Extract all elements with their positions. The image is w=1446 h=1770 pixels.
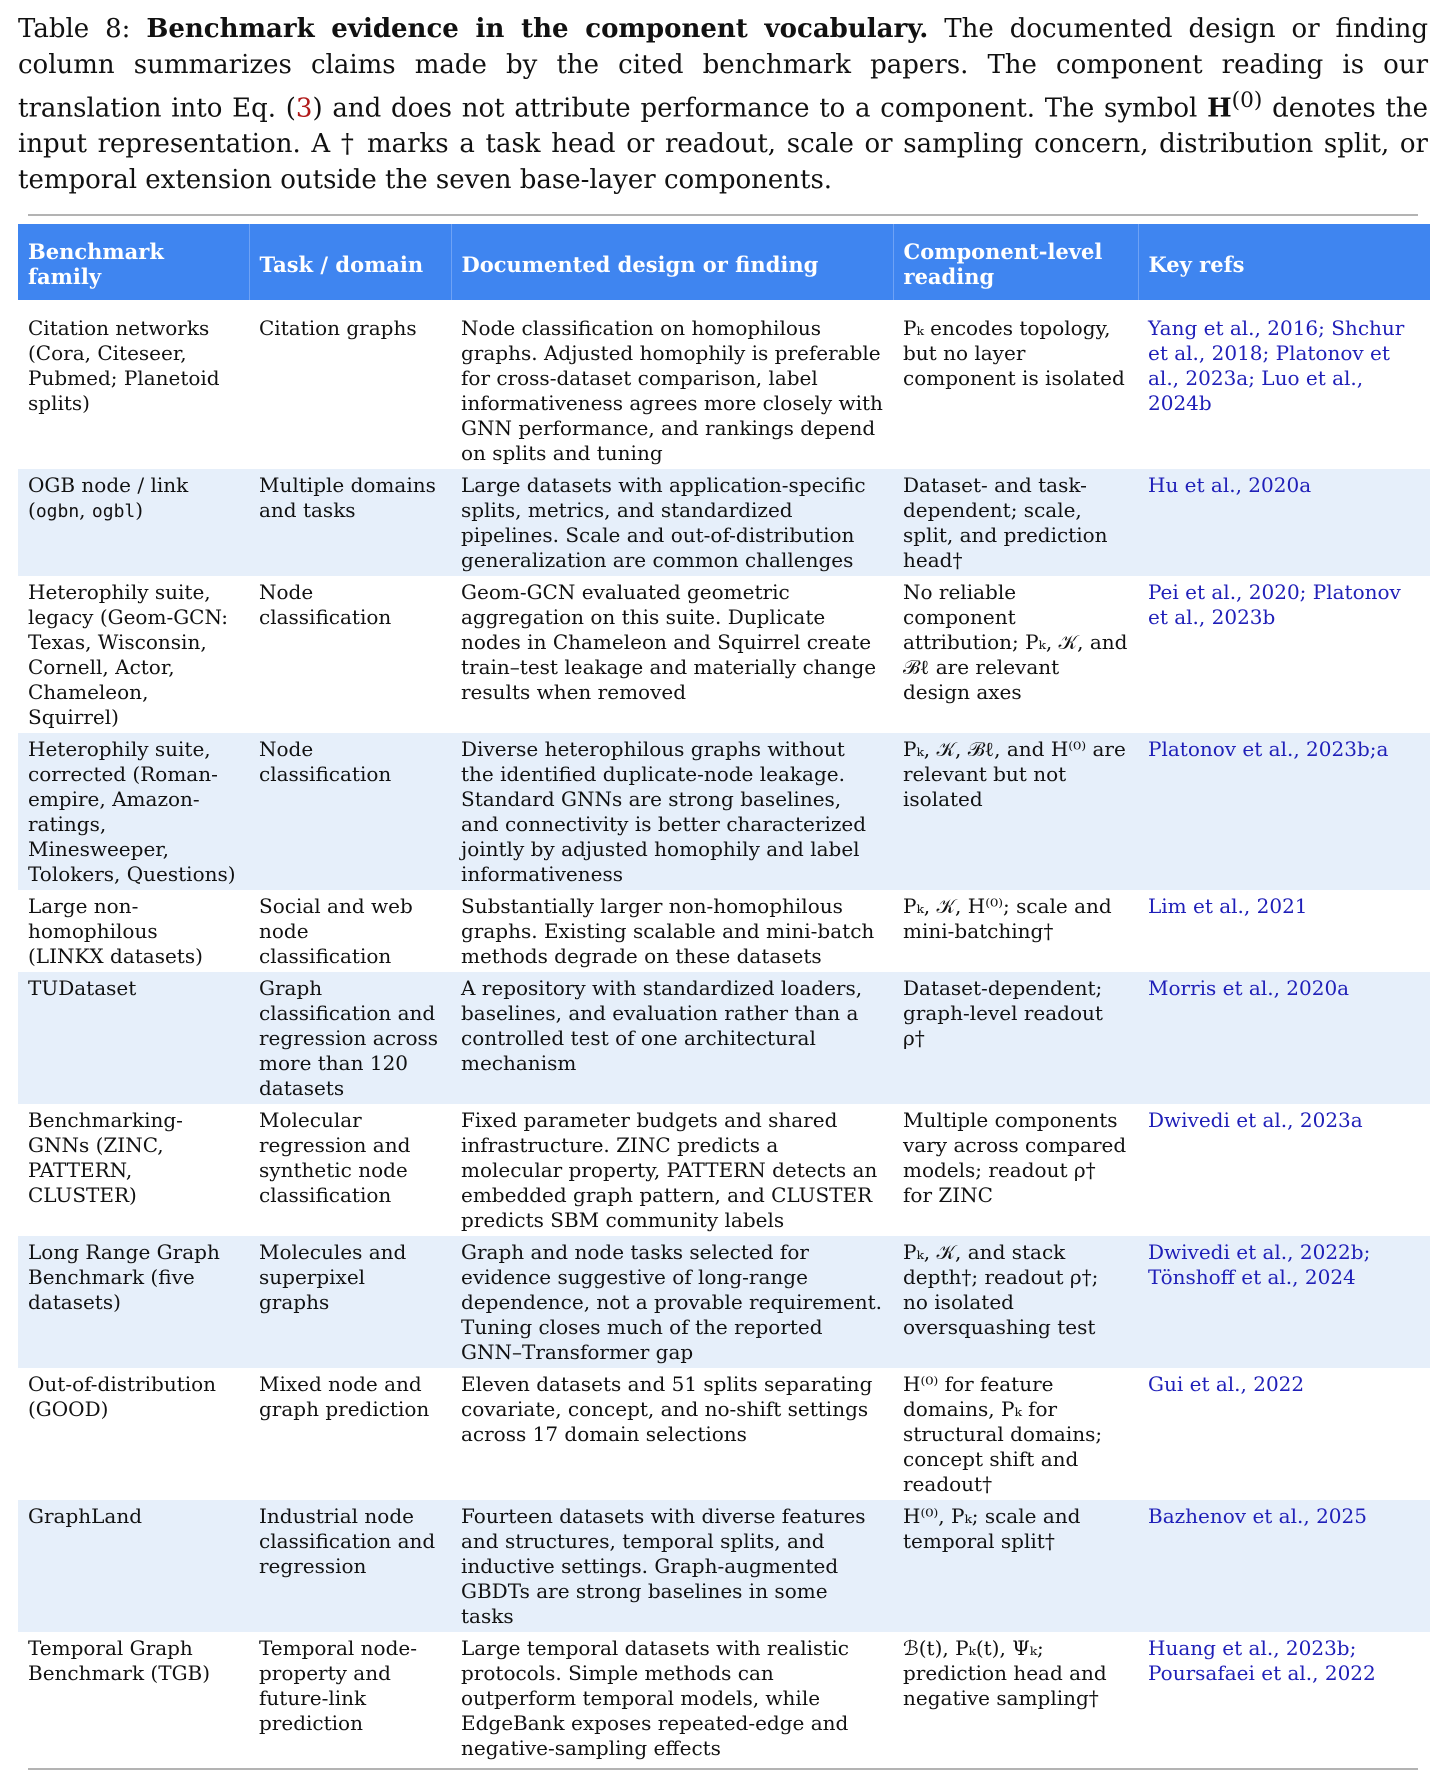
cell-reading: Pₖ, 𝒦, H⁽⁰⁾; scale and mini-batching† [903,894,1112,944]
header-key-refs: Key refs [1148,251,1245,277]
caption-label: Table 8: [18,14,147,44]
cell-refs[interactable]: Yang et al., 2016; Shchur et al., 2018; Platonov et al., 2023a; Luo et al., 2024b [1148,316,1405,416]
cell-finding: Graph and node tasks selected for evidence suggestive of long-range dependence, not a provable requirement. Tuning closes much of the reported GNN–Transformer gap [461,1240,882,1365]
cell-task: Social and web node classification [259,894,413,969]
caption-text-3: denotes the input representation. A † marks a task head or readout, scale or sampling concern, distribution split, or temporal extension outside the seven base-layer components. [18,93,1429,195]
cell-finding: Substantially larger non-homophilous graphs. Existing scalable and mini-batch methods degrade on these datasets [461,894,875,969]
table-row [18,1236,1430,1368]
cell-refs[interactable]: Dwivedi et al., 2023a [1148,1108,1363,1133]
cell-refs[interactable]: Dwivedi et al., 2022b; Tönshoff et al., 2024 [1148,1240,1371,1290]
cell-family: Out-of-distribution (GOOD) [28,1372,217,1422]
cell-task: Node classification [259,580,392,630]
cell-task: Node classification [259,737,392,787]
table-row [18,733,1430,890]
cell-finding: Fourteen datasets with diverse features and structures, temporal splits, and inductive settings. Graph-augmented GBDTs are strong baselines in some tasks [461,1504,866,1629]
cell-task: Molecules and superpixel graphs [259,1240,407,1315]
table-row [18,972,1430,1104]
cell-finding: Large temporal datasets with realistic protocols. Simple methods can outperform temporal models, while EdgeBank exposes repeated-edge and negative-sampling effects [461,1636,849,1761]
symbol-h-sup: (0) [1231,88,1263,113]
table-header-row [18,224,1430,300]
cell-refs[interactable]: Platonov et al., 2023b;a [1148,737,1389,762]
cell-family: Heterophily suite, corrected (Roman-empire, Amazon-ratings, Minesweeper, Tolokers, Questions) [28,737,236,887]
family-code-ogbn: ogbn [35,501,80,523]
cell-reading: H⁽⁰⁾ for feature domains, Pₖ for structural domains; concept shift and readout† [903,1372,1103,1497]
header-component-reading: Component-level reading [893,224,1138,300]
table-row [18,890,1430,972]
cell-reading: ℬ(t), Pₖ(t), Ψₖ; prediction head and negative sampling† [903,1636,1107,1711]
equation-link[interactable]: 3 [295,93,313,124]
cell-refs[interactable]: Hu et al., 2020a [1148,473,1312,498]
family-code-ogbl: ogbl [91,501,136,523]
table-caption [18,12,1428,198]
cell-finding: Large datasets with application-specific splits, metrics, and standardized pipelines. Scale and out-of-distribution generalization are common challenges [461,473,866,573]
cell-family: Benchmarking-GNNs (ZINC, PATTERN, CLUSTER) [28,1108,183,1208]
cell-refs[interactable]: Morris et al., 2020a [1148,976,1350,1001]
family-text: OGB node / link ( [28,473,189,523]
cell-task: Citation graphs [259,316,417,341]
header-task-domain: Task / domain [249,224,451,300]
cell-reading: Multiple components vary across compared models; readout ρ† for ZINC [903,1108,1127,1208]
paper-page [18,12,1428,1770]
top-rule [28,214,1418,216]
table-row [18,300,1430,469]
cell-finding: Diverse heterophilous graphs without the identified duplicate-node leakage. Standard GNNs are strong baselines, and connectivity is better characterized jointly by adjusted homophily and label informativeness [461,737,867,887]
cell-refs[interactable]: Lim et al., 2021 [1148,894,1308,919]
cell-finding: Eleven datasets and 51 splits separating covariate, concept, and no-shift settings across 17 domain selections [461,1372,873,1447]
cell-finding: Geom-GCN evaluated geometric aggregation on this suite. Duplicate nodes in Chameleon and Squirrel create train–test leakage and materially change results when removed [461,580,877,705]
cell-task: Temporal node-property and future-link prediction [259,1636,417,1736]
cell-family: Temporal Graph Benchmark (TGB) [28,1636,211,1686]
caption-text-1: The documented design or finding column summarizes claims made by the cited benchmark papers. The component reading is our translation into Eq. ( [18,14,1428,124]
family-text: , [79,498,92,523]
cell-family [18,469,249,576]
cell-refs[interactable]: Gui et al., 2022 [1148,1372,1305,1397]
table-row [18,469,1430,576]
cell-finding: A repository with standardized loaders, baselines, and evaluation rather than a controlled test of one architectural mechanism [461,976,863,1076]
cell-reading: No reliable component attribution; Pₖ, 𝒦, and ℬℓ are relevant design axes [903,580,1128,705]
symbol-h: H [1207,93,1232,124]
caption-text-2: ) and does not attribute performance to a component. The symbol [312,93,1208,124]
cell-family: GraphLand [28,1504,143,1529]
benchmark-table [18,224,1430,1764]
cell-refs[interactable]: Huang et al., 2023b; Poursafaei et al., 2022 [1148,1636,1376,1686]
cell-family: Long Range Graph Benchmark (five datasets) [28,1240,220,1315]
cell-refs[interactable]: Bazhenov et al., 2025 [1148,1504,1367,1529]
cell-task: Molecular regression and synthetic node classification [259,1108,411,1208]
cell-reading: Dataset-dependent; graph-level readout ρ† [903,976,1103,1051]
header-documented-finding: Documented design or finding [451,224,893,300]
cell-finding: Fixed parameter budgets and shared infrastructure. ZINC predicts a molecular property, PATTERN detects an embedded graph pattern, and CLUSTER predicts SBM community labels [461,1108,878,1233]
cell-reading: Pₖ encodes topology, but no layer component is isolated [903,316,1125,391]
table-row [18,1632,1430,1764]
cell-reading: Pₖ, 𝒦, and stack depth†; readout ρ†; no isolated oversquashing test [903,1240,1099,1340]
cell-task: Graph classification and regression across more than 120 datasets [259,976,439,1101]
cell-reading: Dataset- and task-dependent; scale, split, and prediction head† [903,473,1108,573]
table-row [18,576,1430,733]
cell-task: Industrial node classification and regression [259,1504,436,1579]
cell-finding: Node classification on homophilous graphs. Adjusted homophily is preferable for cross-dataset comparison, label informativeness agrees more closely with GNN performance, and rankings depend on splits and tuning [461,316,883,466]
cell-refs[interactable]: Pei et al., 2020; Platonov et al., 2023b [1148,580,1401,630]
cell-family: Large non-homophilous (LINKX datasets) [28,894,203,969]
table-row [18,1368,1430,1500]
cell-family: Citation networks (Cora, Citeseer, Pubmed; Planetoid splits) [28,316,220,416]
family-text: ) [135,498,144,523]
cell-family: TUDataset [28,976,137,1001]
cell-task: Multiple domains and tasks [259,473,436,523]
cell-task: Mixed node and graph prediction [259,1372,430,1422]
table-row [18,1104,1430,1236]
cell-reading: H⁽⁰⁾, Pₖ; scale and temporal split† [903,1504,1081,1554]
table-row [18,1500,1430,1632]
cell-family: Heterophily suite, legacy (Geom-GCN: Texas, Wisconsin, Cornell, Actor, Chameleon, Squirrel) [28,580,228,730]
header-benchmark-family: Benchmark family [18,224,249,300]
caption-title: Benchmark evidence in the component vocabulary. [146,14,929,44]
cell-reading: Pₖ, 𝒦, ℬℓ, and H⁽⁰⁾ are relevant but not isolated [903,737,1126,812]
